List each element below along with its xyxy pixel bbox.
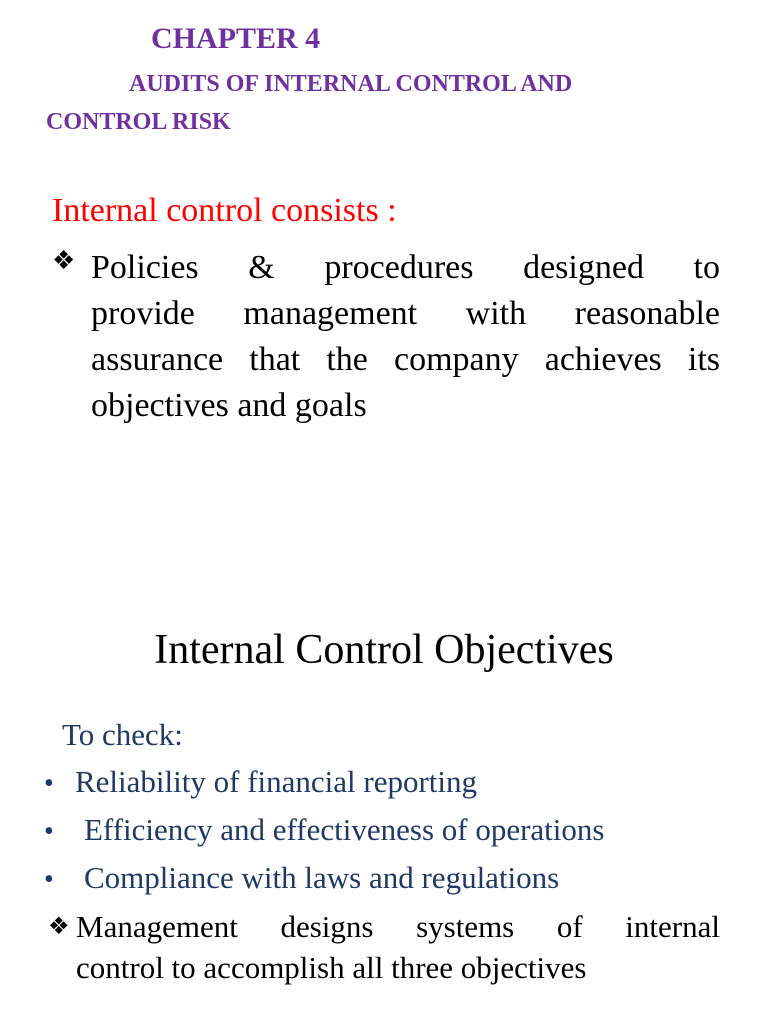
paragraph-line: objectives and goals — [91, 387, 367, 424]
list-item: Reliability of financial reporting — [75, 764, 478, 799]
slide-title: Internal Control Objectives — [154, 627, 614, 673]
diamond-bullet-icon: ❖ — [52, 246, 76, 275]
chapter-title-line-2: CONTROL RISK — [46, 109, 231, 135]
bullet-icon: • — [44, 864, 54, 895]
note-line: Management designs systems of internal — [76, 909, 720, 944]
paragraph-line: Policies & procedures designed to — [91, 249, 720, 286]
chapter-label: CHAPTER 4 — [151, 22, 321, 55]
chapter-title-line-1: AUDITS OF INTERNAL CONTROL AND — [129, 71, 573, 97]
internal-control-heading: Internal control consists : — [52, 192, 397, 229]
bullet-icon: • — [44, 768, 54, 799]
note-line: control to accomplish all three objectives — [76, 950, 587, 985]
to-check-label: To check: — [62, 717, 183, 752]
paragraph-line: assurance that the company achieves its — [91, 341, 720, 378]
paragraph-line: provide management with reasonable — [91, 295, 720, 332]
list-item: Efficiency and effectiveness of operations — [84, 812, 605, 847]
list-item: Compliance with laws and regulations — [84, 860, 560, 895]
bullet-icon: • — [44, 816, 54, 847]
diamond-bullet-icon: ❖ — [48, 914, 70, 940]
